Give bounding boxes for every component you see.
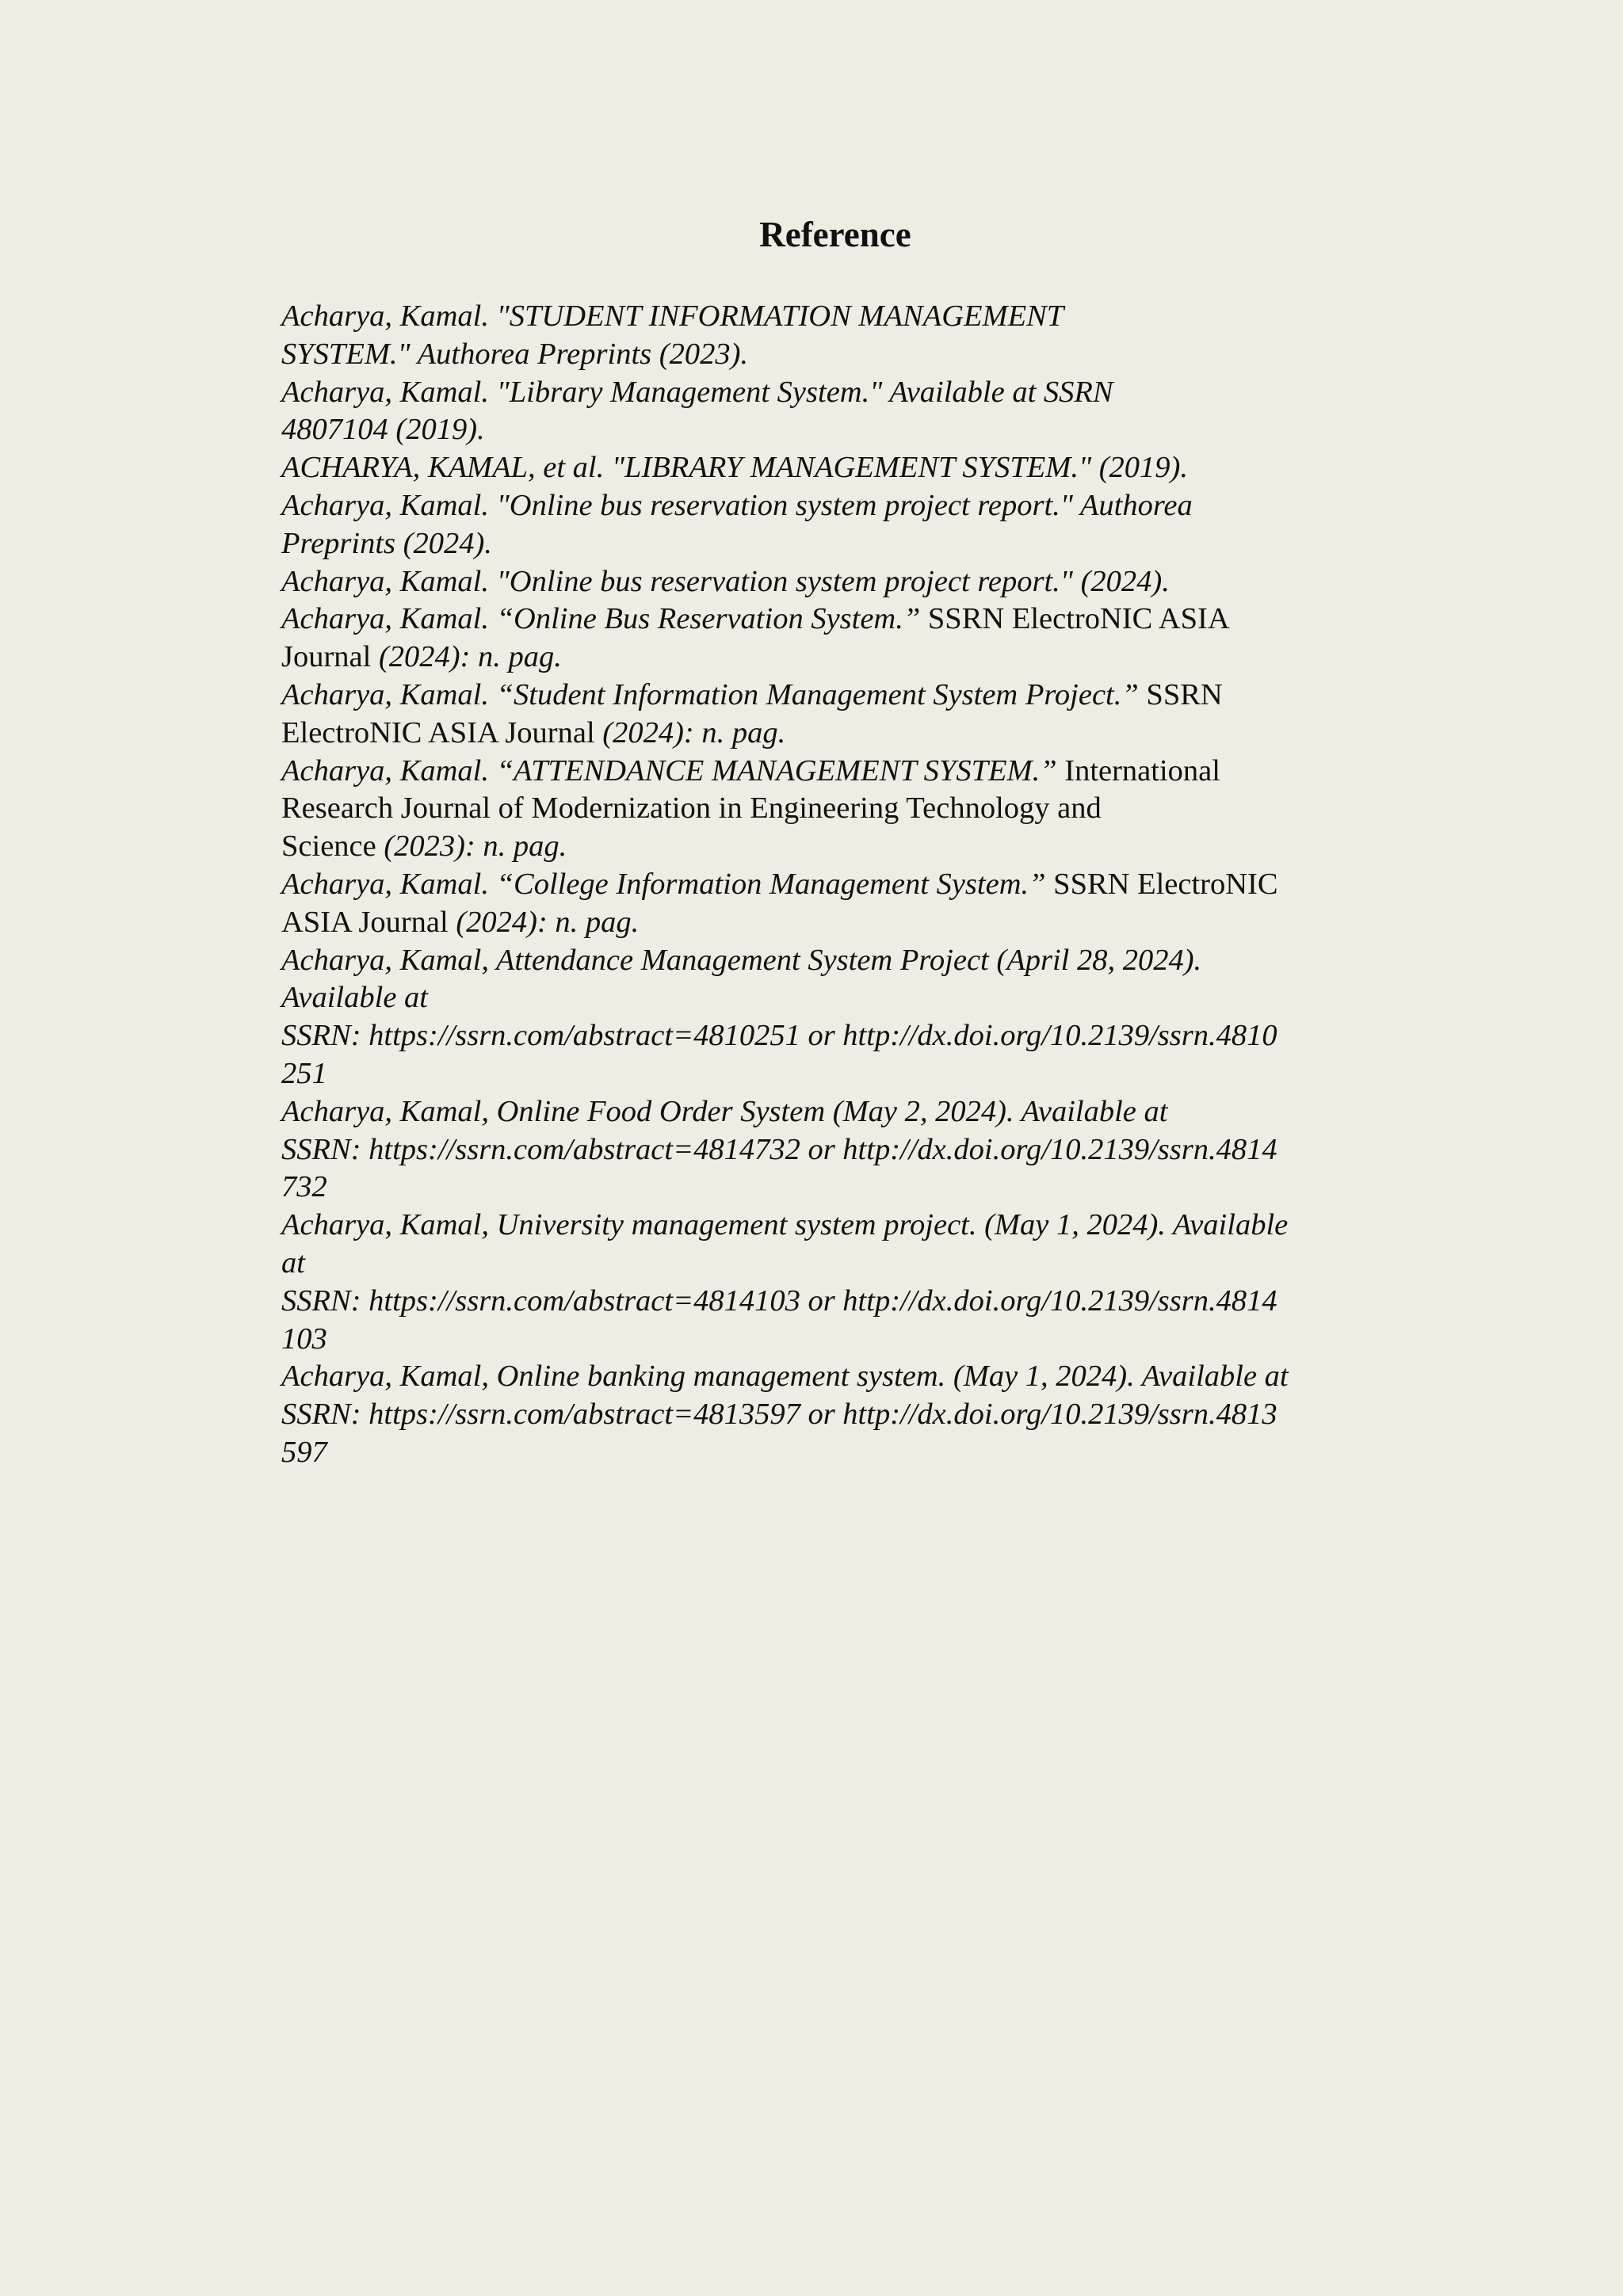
reference-text-italic: Acharya, Kamal, Online banking management system. (May 1, 2024). Available at xyxy=(281,1360,1289,1394)
reference-line xyxy=(281,979,1375,1017)
reference-line xyxy=(281,1434,1375,1472)
page-title: Reference xyxy=(759,215,911,254)
reference-line xyxy=(281,942,1375,980)
reference-text-italic: 732 xyxy=(281,1170,327,1204)
reference-text-italic: Acharya, Kamal. "Online bus reservation system project report." Authorea xyxy=(281,488,1193,522)
reference-line xyxy=(281,1093,1375,1131)
reference-text-roman: Science xyxy=(281,830,384,864)
heading-container xyxy=(0,217,1623,253)
reference-text-italic: 103 xyxy=(281,1322,327,1356)
reference-text-italic: 4807104 (2019). xyxy=(281,413,485,447)
reference-text-italic: SYSTEM." Authorea Preprints (2023). xyxy=(281,337,749,371)
reference-text-italic: 597 xyxy=(281,1435,327,1469)
reference-line xyxy=(281,828,1375,866)
reference-text-italic: SSRN: https://ssrn.com/abstract=4813597 or http://dx.doi.org/10.2139/ssrn.4813 xyxy=(281,1398,1277,1432)
reference-text-italic: Acharya, Kamal, Attendance Management System Project (April 28, 2024). xyxy=(281,943,1202,977)
reference-line xyxy=(281,298,1375,336)
reference-text-italic: SSRN: https://ssrn.com/abstract=4810251 or http://dx.doi.org/10.2139/ssrn.4810 xyxy=(281,1019,1277,1053)
reference-line xyxy=(281,563,1375,601)
reference-text-italic: ACHARYA, KAMAL, et al. "LIBRARY MANAGEMENT SYSTEM." (2019). xyxy=(281,451,1189,485)
reference-text-italic: SSRN: https://ssrn.com/abstract=4814103 or http://dx.doi.org/10.2139/ssrn.4814 xyxy=(281,1283,1277,1318)
reference-text-italic: Acharya, Kamal. "Online bus reservation system project report." (2024). xyxy=(281,564,1170,598)
reference-text-roman: Research Journal of Modernization in Engineering Technology and xyxy=(281,791,1102,826)
reference-text-roman: SSRN ElectroNIC ASIA xyxy=(927,602,1230,636)
reference-text-italic: (2024): n. pag. xyxy=(378,640,562,674)
reference-text-roman: International xyxy=(1064,753,1220,788)
reference-line xyxy=(281,336,1375,374)
reference-line xyxy=(281,639,1375,677)
reference-line xyxy=(281,1131,1375,1169)
reference-text-italic: Acharya, Kamal. "Library Management System." Available at SSRN xyxy=(281,375,1113,409)
reference-text-italic: Acharya, Kamal, Online Food Order System (May 2, 2024). Available at xyxy=(281,1094,1168,1128)
reference-text-italic: SSRN: https://ssrn.com/abstract=4814732 or http://dx.doi.org/10.2139/ssrn.4814 xyxy=(281,1132,1277,1166)
reference-line xyxy=(281,1055,1375,1093)
reference-line xyxy=(281,1017,1375,1055)
reference-line xyxy=(281,677,1375,715)
reference-line xyxy=(281,525,1375,563)
reference-text-italic: (2023): n. pag. xyxy=(384,830,567,864)
reference-line xyxy=(281,866,1375,904)
reference-text-roman: Journal xyxy=(281,640,379,674)
reference-text-italic: Acharya, Kamal. "STUDENT INFORMATION MANAGEMENT xyxy=(281,299,1064,333)
reference-line xyxy=(281,1245,1375,1283)
reference-line xyxy=(281,1169,1375,1207)
reference-text-roman: ElectroNIC ASIA Journal xyxy=(281,715,603,749)
reference-text-roman: ASIA Journal xyxy=(281,905,456,939)
reference-line xyxy=(281,1396,1375,1434)
reference-text-italic: (2024): n. pag. xyxy=(456,905,640,939)
reference-line xyxy=(281,601,1375,639)
reference-line xyxy=(281,1358,1375,1396)
reference-text-italic: Acharya, Kamal. “Student Information Management System Project.” xyxy=(281,677,1147,711)
reference-line xyxy=(281,1283,1375,1321)
reference-list xyxy=(281,298,1375,1472)
reference-text-italic: (2024): n. pag. xyxy=(602,715,786,749)
reference-line xyxy=(281,449,1375,487)
reference-text-roman: SSRN ElectroNIC xyxy=(1053,867,1278,901)
reference-text-italic: Preprints (2024). xyxy=(281,526,492,560)
reference-text-italic: at xyxy=(281,1245,305,1280)
reference-line xyxy=(281,904,1375,942)
reference-line xyxy=(281,753,1375,791)
reference-line xyxy=(281,715,1375,753)
reference-text-roman: SSRN xyxy=(1146,677,1223,711)
reference-line xyxy=(281,374,1375,412)
reference-line xyxy=(281,411,1375,449)
reference-text-italic: Acharya, Kamal. “College Information Management System.” xyxy=(281,867,1054,901)
reference-line xyxy=(281,1321,1375,1359)
reference-line xyxy=(281,487,1375,525)
reference-text-italic: Acharya, Kamal. “Online Bus Reservation System.” xyxy=(281,602,928,636)
reference-text-italic: Acharya, Kamal, University management system project. (May 1, 2024). Available xyxy=(281,1208,1289,1242)
reference-line xyxy=(281,1207,1375,1245)
reference-text-italic: Acharya, Kamal. “ATTENDANCE MANAGEMENT SYSTEM.” xyxy=(281,753,1065,788)
reference-text-italic: Available at xyxy=(281,981,428,1015)
reference-text-italic: 251 xyxy=(281,1056,327,1090)
reference-line xyxy=(281,790,1375,828)
